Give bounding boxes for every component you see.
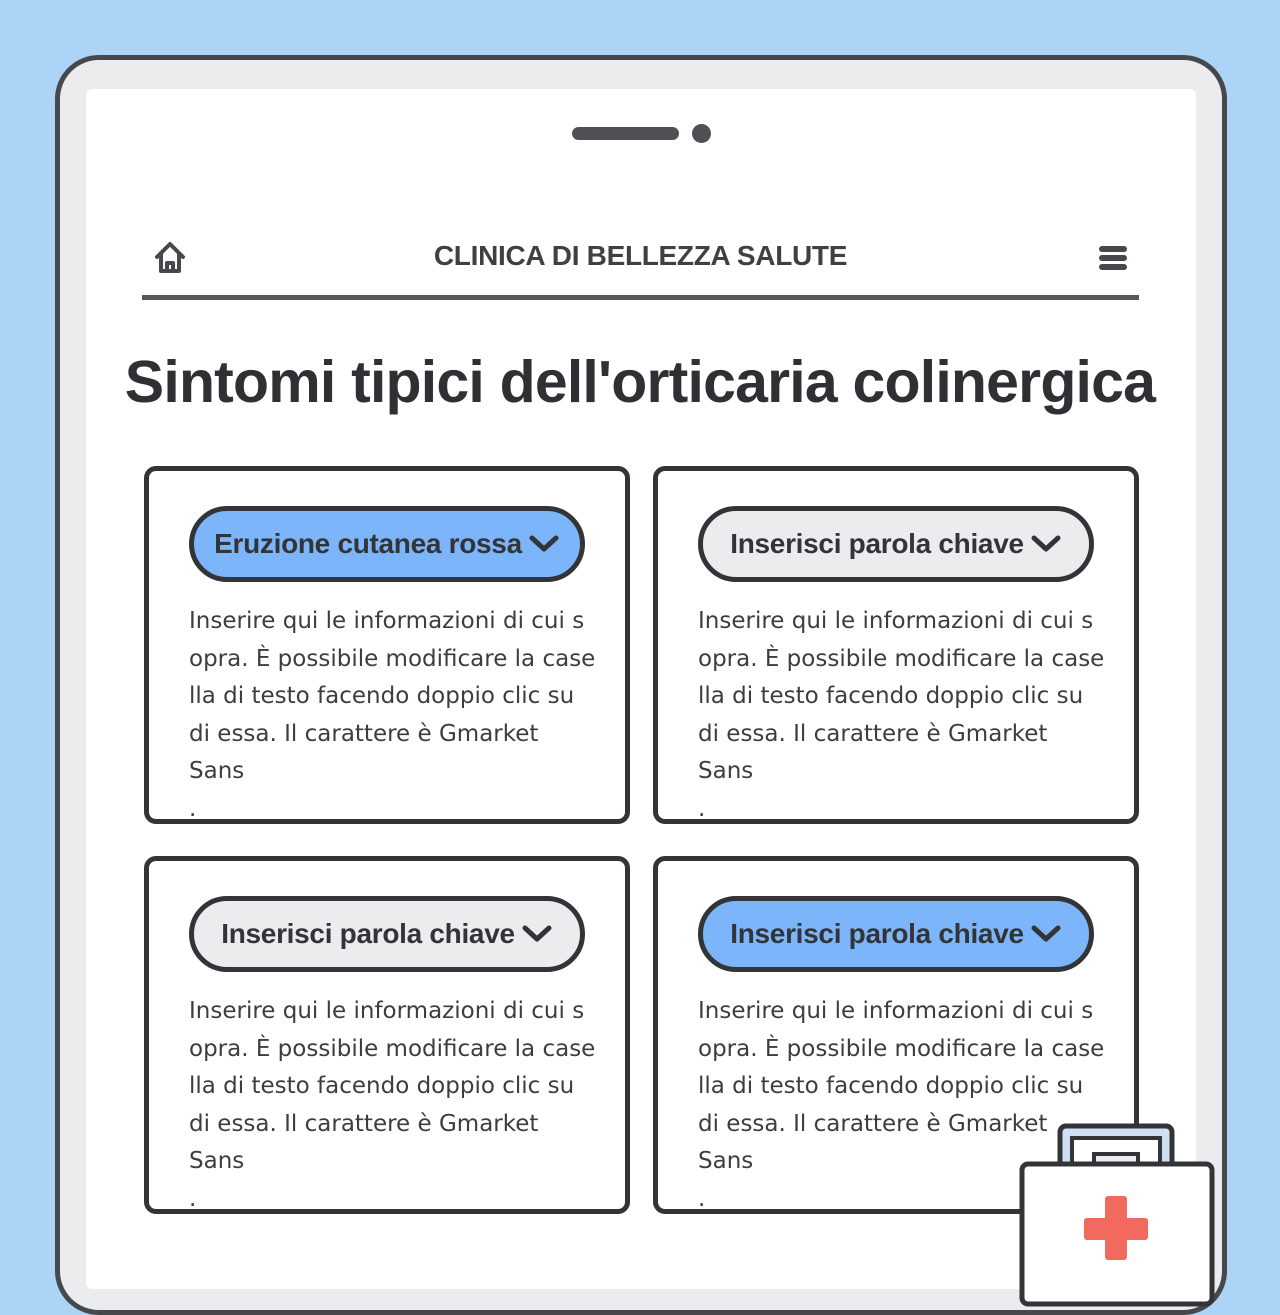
symptom-dropdown-1[interactable] xyxy=(189,506,585,582)
chevron-down-icon xyxy=(521,924,553,944)
card-description: Inserire qui le informazioni di cui s opra. È possibile modificare la case lla di testo facendo doppio clic su di essa. Il carattere è Gmarket Sans . xyxy=(698,608,1105,822)
camera-dot xyxy=(692,124,711,143)
dropdown-label: Inserisci parola chiave xyxy=(221,918,515,949)
site-title: CLINICA DI BELLEZZA SALUTE xyxy=(433,240,848,271)
dropdown-label: Inserisci parola chiave xyxy=(730,918,1024,949)
speaker-slot xyxy=(572,127,679,140)
symptom-card-1 xyxy=(144,466,630,824)
page-title: Sintomi tipici dell'orticaria colinergica xyxy=(124,349,1156,415)
chevron-down-icon xyxy=(1030,534,1062,554)
card-description: Inserire qui le informazioni di cui s opra. È possibile modificare la case lla di testo facendo doppio clic su di essa. Il carattere è Gmarket Sans . xyxy=(189,608,596,822)
symptom-card-2 xyxy=(653,466,1139,824)
symptom-card-3 xyxy=(144,856,630,1214)
dropdown-label: Inserisci parola chiave xyxy=(730,528,1024,559)
top-navigation-bar xyxy=(142,228,1139,300)
symptom-dropdown-4[interactable] xyxy=(698,896,1094,972)
menu-icon[interactable] xyxy=(1097,242,1129,274)
symptom-dropdown-3[interactable] xyxy=(189,896,585,972)
symptom-dropdown-2[interactable] xyxy=(698,506,1094,582)
first-aid-kit-icon xyxy=(1018,1120,1218,1290)
dropdown-label: Eruzione cutanea rossa xyxy=(214,528,522,559)
card-description: Inserire qui le informazioni di cui s opra. È possibile modificare la case lla di testo facendo doppio clic su di essa. Il carattere è Gmarket Sans . xyxy=(189,998,596,1212)
chevron-down-icon xyxy=(528,534,560,554)
chevron-down-icon xyxy=(1030,924,1062,944)
card-description: Inserire qui le informazioni di cui s opra. È possibile modificare la case lla di testo facendo doppio clic su di essa. Il carattere è Gmarket Sans . xyxy=(698,998,1105,1212)
